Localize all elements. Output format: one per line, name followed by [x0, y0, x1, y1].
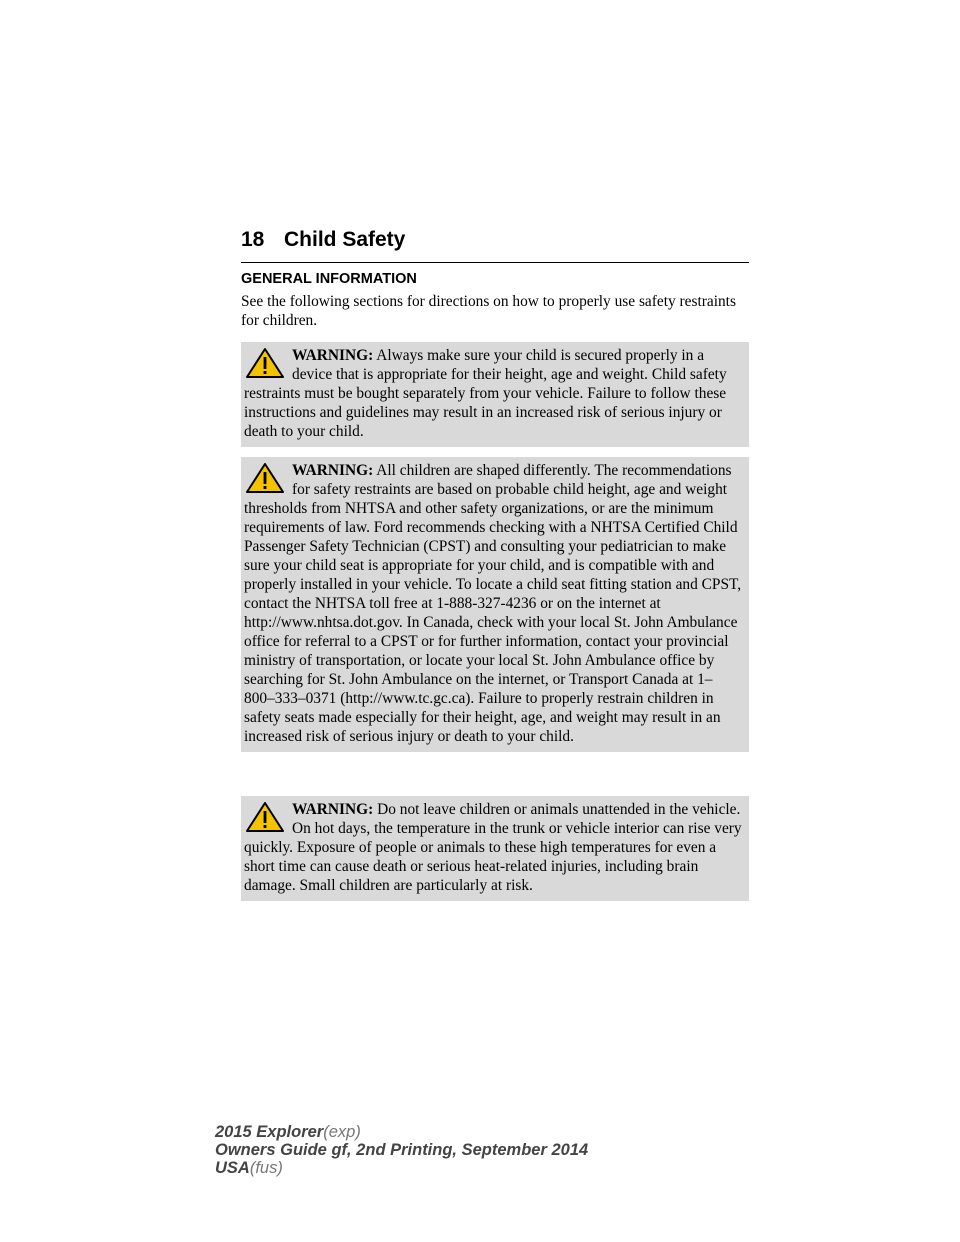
- warning-triangle-icon: [244, 346, 286, 380]
- general-information-heading: GENERAL INFORMATION: [241, 271, 417, 287]
- footer-model: 2015 Explorer: [215, 1123, 324, 1141]
- footer-market: USA: [215, 1159, 250, 1177]
- warning-box-2: [241, 457, 749, 752]
- print-footer: [215, 1123, 588, 1177]
- intro-paragraph: See the following sections for directions on how to properly use safety restraints for children.: [241, 293, 736, 329]
- page-number: 18: [241, 228, 265, 251]
- footer-market-code: (fus): [249, 1159, 283, 1177]
- section-title: Child Safety: [284, 228, 406, 251]
- footer-line-2: [215, 1141, 588, 1159]
- footer-printing: Owners Guide gf, 2nd Printing, September 2014: [215, 1141, 589, 1159]
- page-header: [241, 228, 749, 263]
- warning-label: WARNING:: [292, 347, 374, 364]
- warning-box-3: [241, 796, 749, 901]
- footer-line-1: [215, 1123, 588, 1141]
- warning-label: WARNING:: [292, 801, 374, 818]
- footer-model-code: (exp): [323, 1123, 361, 1141]
- warning-triangle-icon: [244, 800, 286, 834]
- warning-text: All children are shaped differently. The recommendations for safety restraints are based on probable child height, age and weight thresholds from NHTSA and other safety organizations, or are the minimum requirements of law. Ford recommends checking with a NHTSA Certified Child Passenger Safety Technician (CPST) and consulting your pediatrician to make sure your child seat is appropriate for your child, and is compatible with and properly installed in your vehicle. To locate a child seat fitting station and CPST, contact the NHTSA toll free at 1-888-327-4236 or on the internet at http://www.nhtsa.dot.gov. In Canada, check with your local St. John Ambulance office for referral to a CPST or for further information, contact your provincial ministry of transportation, or locate your local St. John Ambulance office by searching for St. John Ambulance on the internet, or Transport Canada at 1–800–333–0371 (http://www.tc.gc.ca). Failure to properly restrain children in safety seats made especially for their height, age, and weight may result in an increased risk of serious injury or death to your child.: [244, 462, 742, 745]
- warning-triangle-icon: [244, 461, 286, 495]
- warning-text: Always make sure your child is secured properly in a device that is appropriate for their height, age and weight. Child safety restraints must be bought separately from your vehicle. Failure to follow these instructions and guidelines may result in an increased risk of serious injury or death to your child.: [244, 347, 727, 440]
- warning-text: Do not leave children or animals unattended in the vehicle. On hot days, the temperature in the trunk or vehicle interior can rise very quickly. Exposure of people or animals to these high temperatures for even a short time can cause death or serious heat-related injuries, including brain damage. Small children are particularly at risk.: [244, 801, 742, 894]
- warning-box-1: [241, 342, 749, 447]
- warning-label: WARNING:: [292, 462, 374, 479]
- footer-line-3: [215, 1159, 588, 1177]
